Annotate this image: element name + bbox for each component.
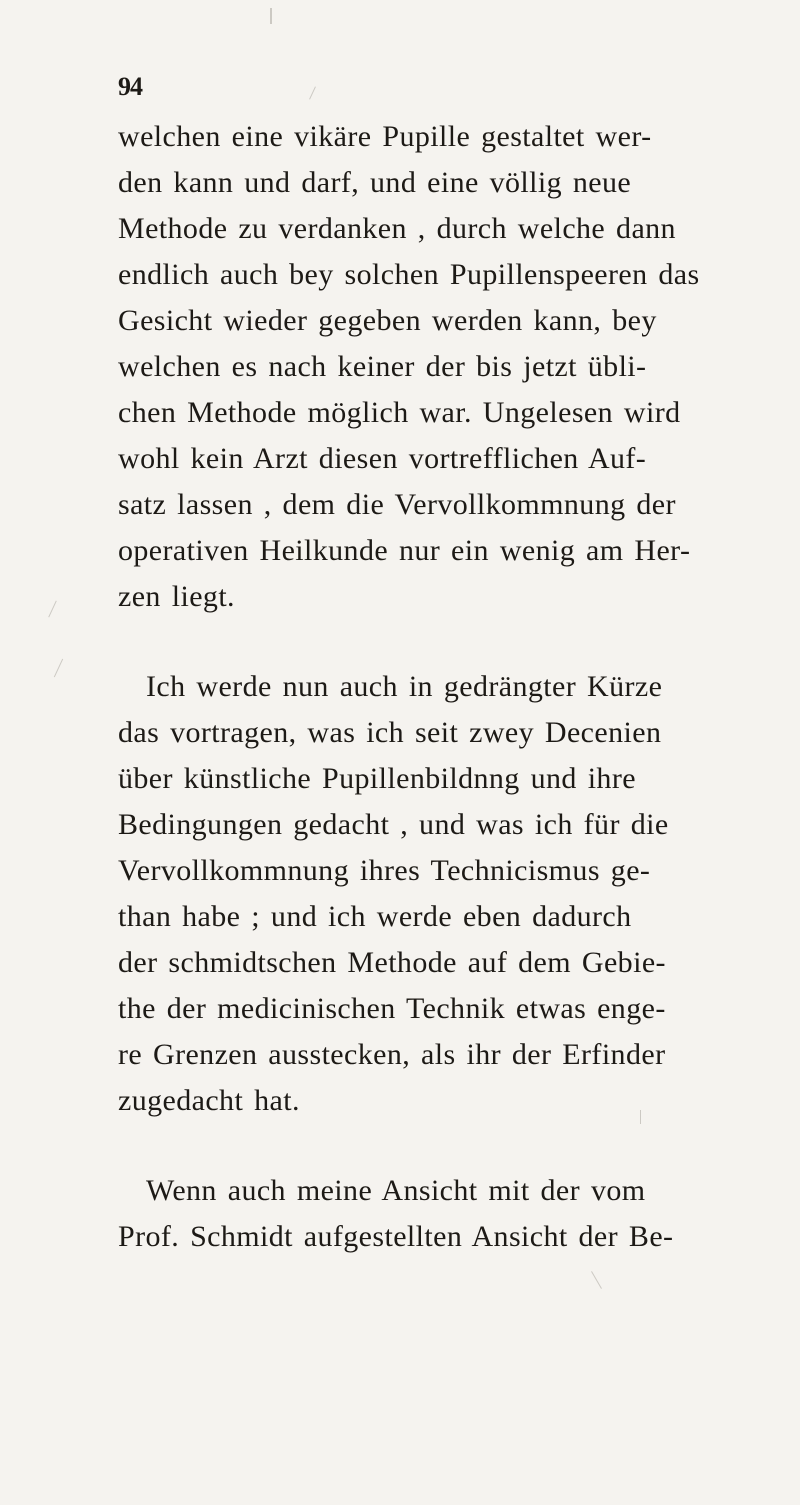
text-line: über künstliche Pupillenbildnng und ihre (118, 762, 636, 795)
scan-speck (48, 601, 57, 618)
text-line: Bedingungen gedacht , und was ich für die (118, 808, 669, 841)
text-line: das vortragen, was ich seit zwey Decenien (118, 716, 662, 749)
text-line: welchen es nach keiner der bis jetzt übli- (118, 350, 647, 383)
text-line: Methode zu verdanken , durch welche dann (118, 212, 676, 245)
text-line: wohl kein Arzt diesen vortrefflichen Auf- (118, 442, 647, 475)
scan-speck (591, 1271, 602, 1289)
scan-speck (270, 8, 272, 24)
text-line: Gesicht wieder gegeben werden kann, bey (118, 304, 657, 337)
text-line: der schmidtschen Methode auf dem Gebie- (118, 946, 666, 979)
text-line: chen Methode möglich war. Ungelesen wird (118, 396, 681, 429)
text-line: satz lassen , dem die Vervollkommnung der (118, 488, 676, 521)
text-line: den kann und darf, und eine völlig neue (118, 166, 632, 199)
text-line: zen liegt. (118, 580, 235, 613)
scan-speck (309, 86, 316, 99)
text-line: Wenn auch meine Ansicht mit der vom (146, 1174, 646, 1207)
scan-speck (54, 659, 63, 678)
text-line: the der medicinischen Technik etwas enge- (118, 992, 666, 1025)
text-line: welchen eine vikäre Pupille gestaltet wer- (118, 120, 652, 153)
text-line: endlich auch bey solchen Pupillenspeeren das (118, 258, 700, 291)
text-line: Prof. Schmidt aufgestellten Ansicht der Be- (118, 1220, 674, 1253)
text-line: Vervollkommnung ihres Technicismus ge- (118, 854, 651, 887)
text-line: Ich werde nun auch in gedrängter Kürze (146, 670, 663, 703)
page-number: 94 (118, 72, 142, 101)
text-line: operativen Heilkunde nur ein wenig am Her- (118, 534, 691, 567)
text-line: re Grenzen ausstecken, als ihr der Erfinder (118, 1038, 666, 1071)
text-line: zugedacht hat. (118, 1084, 300, 1117)
text-line: than habe ; und ich werde eben dadurch (118, 900, 632, 933)
